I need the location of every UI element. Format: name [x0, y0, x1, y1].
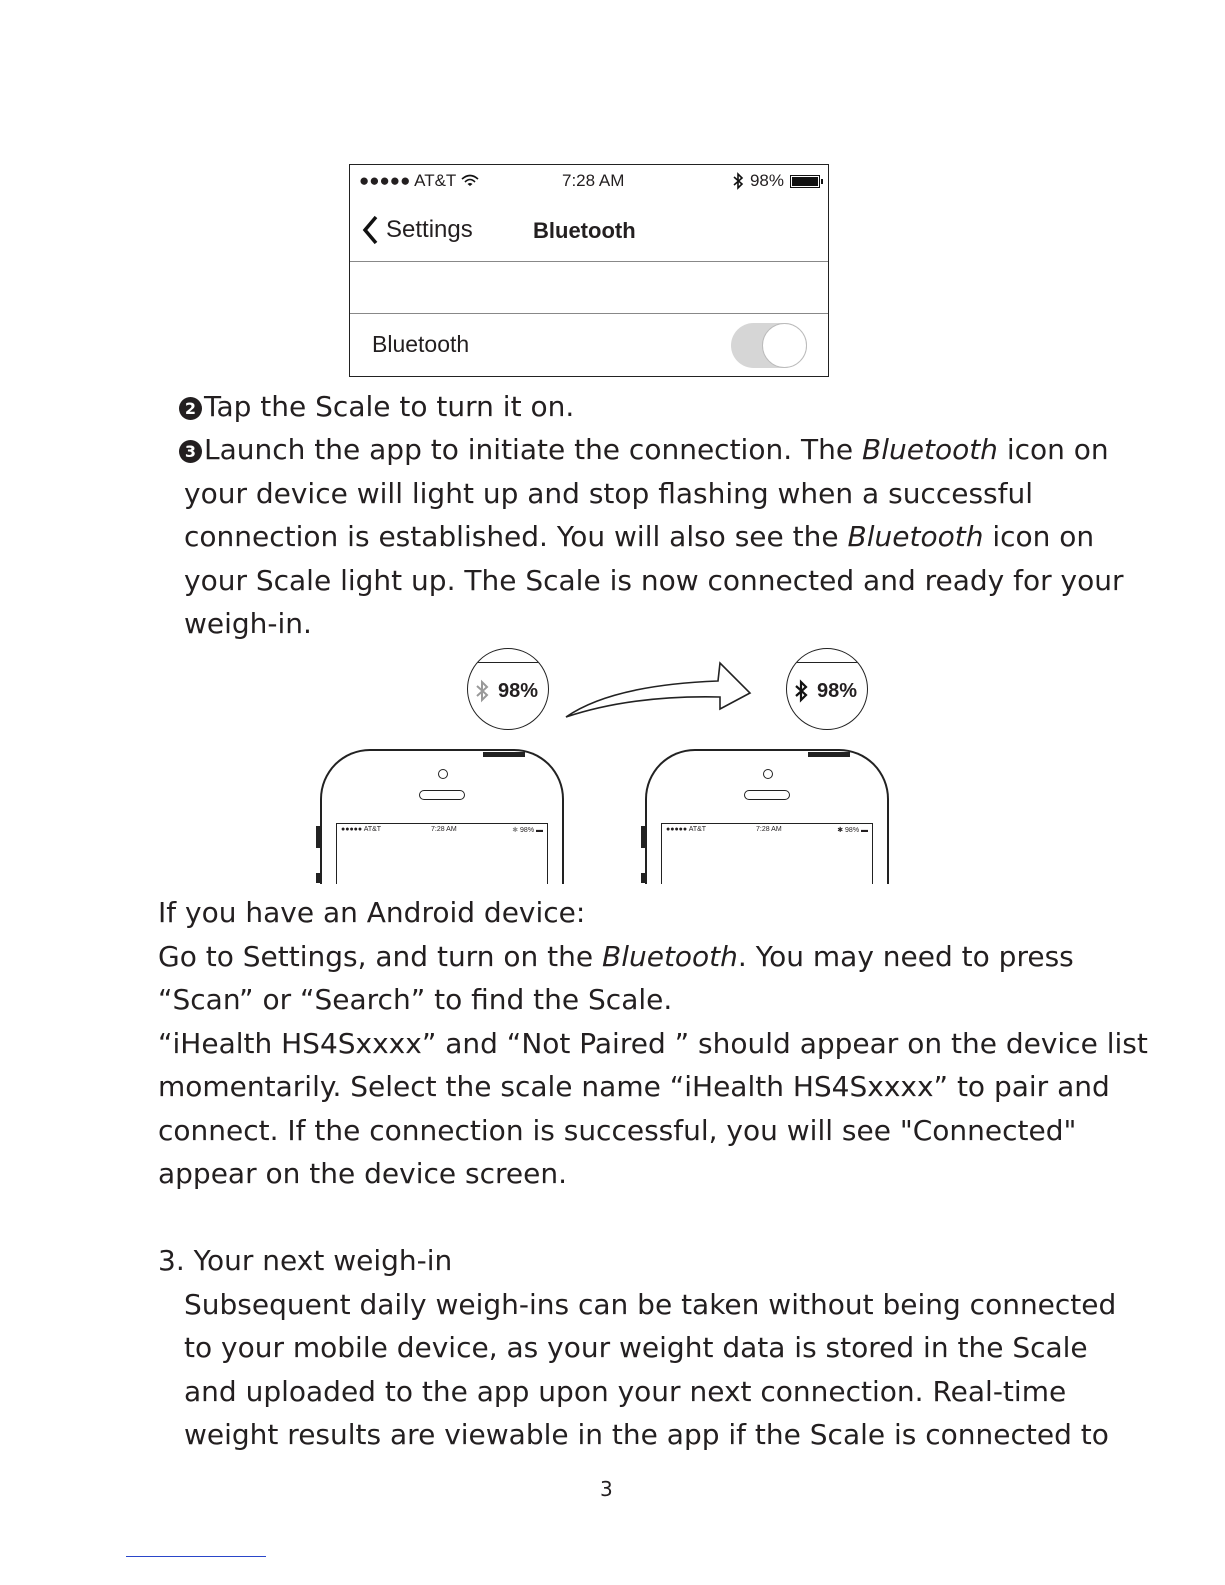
footnote-rule: [126, 1556, 266, 1557]
android-line-2-c: . You may need to press: [737, 940, 1074, 973]
phone-screen: [661, 823, 873, 884]
wifi-icon: [461, 174, 479, 187]
section-3-line-1: Subsequent daily weigh-ins can be taken without being connected: [184, 1288, 1117, 1321]
bluetooth-icon-grey: [475, 679, 489, 703]
page-number: 3: [600, 1477, 613, 1501]
mini-right: ✱ 98% ▬: [512, 827, 543, 834]
android-line-2-a: Go to Settings, and turn on the: [158, 940, 602, 973]
step-3-line-3-a: connection is established. You will also see the: [184, 520, 848, 553]
step-3-line-3: [184, 515, 1094, 559]
bluetooth-italic: Bluetooth: [862, 433, 998, 466]
zoom-battery-percent: 98%: [498, 680, 539, 702]
mini-time: 7:28 AM: [431, 826, 457, 833]
bluetooth-italic: Bluetooth: [847, 520, 984, 553]
bluetooth-icon-black: [794, 679, 808, 703]
step-number-3: 3: [179, 440, 202, 463]
bluetooth-row: [350, 314, 828, 376]
android-line-4: “iHealth HS4Sxxxx” and “Not Paired ” should appear on the device list: [158, 1027, 1148, 1060]
phone-camera: [438, 769, 448, 779]
arrow-icon: [562, 657, 758, 721]
chevron-left-icon: [362, 215, 378, 245]
phone-right: [645, 749, 889, 884]
nav-bar: [350, 205, 828, 262]
battery-percent: 98%: [749, 171, 784, 190]
status-right: [732, 171, 820, 191]
section-3-line-3: and uploaded to the app upon your next connection. Real-time: [184, 1375, 1067, 1408]
bluetooth-italic: Bluetooth: [601, 940, 738, 973]
status-bar: [350, 170, 828, 194]
back-label: Settings: [386, 216, 473, 243]
zoom-bluetooth-on: [786, 648, 868, 730]
android-line-7: appear on the device screen.: [158, 1157, 567, 1190]
zoom-bluetooth-off: [467, 648, 549, 730]
status-time: 7:28 AM: [562, 171, 625, 190]
phone-speaker: [744, 790, 790, 800]
section-3-line-4: weight results are viewable in the app if the Scale is connected to: [184, 1418, 1109, 1451]
carrier-label: ●●●●● AT&T: [359, 171, 479, 191]
section-spacer: [350, 262, 828, 314]
back-button[interactable]: [362, 215, 473, 245]
phone-screen: [336, 823, 548, 884]
step-3-line-4: your Scale light up. The Scale is now connected and ready for your: [184, 564, 1124, 597]
phone-speaker: [419, 790, 465, 800]
section-3-heading: 3. Your next weigh-in: [158, 1244, 453, 1277]
android-line-2: [158, 935, 1074, 979]
toggle-knob: [762, 323, 807, 368]
step-3-text-c: icon on: [997, 433, 1109, 466]
bluetooth-toggle[interactable]: [731, 323, 807, 368]
mini-bluetooth-icon: ✱: [512, 827, 519, 834]
android-line-6: connect. If the connection is successful, you will see "Connected": [158, 1114, 1077, 1147]
mini-battery: 98%: [845, 827, 860, 834]
mini-right: ✱ 98% ▬: [837, 827, 868, 834]
zoom-divider: [468, 662, 548, 663]
android-line-3: “Scan” or “Search” to find the Scale.: [158, 983, 673, 1016]
bluetooth-icon: [732, 172, 744, 190]
mini-bluetooth-icon: ✱: [837, 827, 844, 834]
bluetooth-row-label: Bluetooth: [372, 331, 470, 357]
mini-carrier: ●●●●● AT&T: [666, 826, 707, 833]
nav-title: Bluetooth: [533, 218, 636, 243]
bluetooth-settings-screen: [349, 164, 829, 377]
mini-time: 7:28 AM: [756, 826, 782, 833]
phone-left: [320, 749, 564, 884]
step-3-text-a: Launch the app to initiate the connection. The: [204, 433, 862, 466]
step-3-line-2: your device will light up and stop flashing when a successful: [184, 477, 1034, 510]
section-3-line-2: to your mobile device, as your weight data is stored in the Scale: [184, 1331, 1088, 1364]
step-3-line-5: weigh-in.: [184, 607, 312, 640]
step-3-line-3-c: icon on: [983, 520, 1095, 553]
zoom-battery-percent: 98%: [817, 680, 858, 702]
step-number-2: 2: [179, 397, 202, 420]
android-line-5: momentarily. Select the scale name “iHealth HS4Sxxxx” to pair and: [158, 1070, 1110, 1103]
android-heading: If you have an Android device:: [158, 896, 586, 929]
step-3-line-1: [179, 428, 1109, 472]
zoom-divider: [787, 662, 867, 663]
battery-icon: [790, 175, 820, 188]
step-2: [179, 385, 574, 429]
step-2-text: Tap the Scale to turn it on.: [204, 390, 575, 423]
mini-carrier: ●●●●● AT&T: [341, 826, 382, 833]
mini-battery: 98%: [520, 827, 535, 834]
phone-camera: [763, 769, 773, 779]
